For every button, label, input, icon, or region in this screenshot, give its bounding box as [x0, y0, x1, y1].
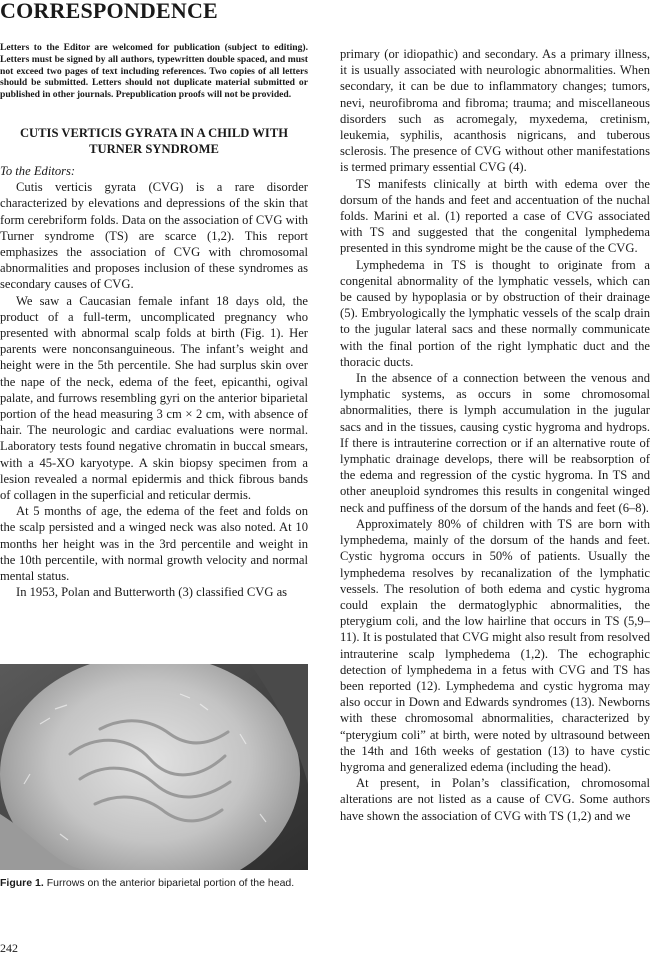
- body-paragraph: Cutis verticis gyrata (CVG) is a rare disorder characterized by elevations and depressions of the skin that form cerebriform folds. Data on the association of CVG with Turner syndrome (TS) are scarce (1,2). This report emphasizes the association of CVG with chromosomal abnormalities and proposes inclusion of these syndromes as secondary causes of CVG.: [0, 180, 308, 292]
- section-heading: CORRESPONDENCE: [0, 0, 218, 23]
- body-paragraph: We saw a Caucasian female infant 18 days old, the product of a full-term, uncomplicated pregnancy who presented with abnormal scalp folds at birth (Fig. 1). Her parents were nonconsanguineous. The infant’s weight and height were in the 5th percentile. She had surplus skin over the nape of the neck, edema of the feet, epicanthi, ogival palate, and furrows resembling gyri on the anterior biparietal portion of the head measuring 3 cm × 2 cm, with absence of hair. The neurologic and cardiac evaluations were normal. Laboratory tests found negative chromatin in buccal smears, with a 45-XO karyotype. A skin biopsy specimen from a lesion revealed a normal epidermis and thick fibrous bands of collagen in the superficial and reticular dermis.: [0, 293, 308, 503]
- body-paragraph: TS manifests clinically at birth with edema over the dorsum of the hands and feet and accentuation of the nuchal folds. Marini et al. (1) reported a case of CVG associated with TS and suggested that the congenital lymphedema presented in this syndrome might be the cause of the CVG.: [340, 176, 650, 256]
- editor-notice: Letters to the Editor are welcomed for publication (subject to editing). Letters must be signed by all authors, typewritten double spaced, and must not exceed two pages of text including references. Two copies of all letters should be submitted. Letters should not duplicate material submitted or published in other journals. Prepublication proofs will not be provided.: [0, 42, 308, 101]
- article-title: CUTIS VERTICIS GYRATA IN A CHILD WITH TURNER SYNDROME: [19, 125, 289, 156]
- figure-caption: [0, 877, 308, 889]
- body-paragraph: At present, in Polan’s classification, chromosomal alterations are not listed as a cause of CVG. Some authors have shown the association of CVG with TS (1,2) and we: [340, 776, 650, 823]
- body-paragraph: In the absence of a connection between the venous and lymphatic systems, as occurs in some chromosomal abnormalities, there is lymph accumulation in the jugular sacs and in the tissues, causing cystic hygroma and hydrops. If there is intrauterine correction or if an alternative route of lymphatic drainage develops, there will be reabsorption of the edema and regression of the cystic hygroma. In TS and other aneuploid syndromes this results in congenital winged neck and puffiness of the dorsum of the hands and feet (6–8).: [340, 371, 650, 515]
- salutation: To the Editors:: [0, 163, 76, 178]
- body-paragraph: At 5 months of age, the edema of the feet and folds on the scalp persisted and a winged neck was also noted. At 10 months her height was in the 3rd percentile and weight in the 10th percentile, with normal growth velocity and normal mental status.: [0, 504, 308, 584]
- scalp-photo-illustration: [0, 664, 308, 870]
- body-paragraph: Lymphedema in TS is thought to originate from a congenital abnormality of the lymphatic vessels, which can be caused by hypoplasia or by obstruction of their drainage (5). Embryologically the lymphatic vessels of the scalp drain to the jugular lateral sacs and these normally communicate with the final portion of the right lymphatic duct and the thoracic ducts.: [340, 257, 650, 369]
- body-paragraph: In 1953, Polan and Butterworth (3) classified CVG as: [16, 585, 288, 600]
- body-paragraph: Approximately 80% of children with TS are born with lymphedema, mainly of the dorsum of the hands and feet. Cystic hygroma occurs in 50% of patients. Usually the lymphedema resolves by recanalization of the lymphatic vessels. The resolution of both edema and cystic hygroma could explain the dermatoglyphic abnormalities, the pterygium coli, and the low hairline that occurs in TS (5,9–11). It is postulated that CVG might also result from resolved intrauterine scalp lymphedema (1,2). The echographic detection of lymphedema in a fetus with CVG and TS has been reported (12). Lymphedema and cystic hygroma may also occur in Down and Edwards syndromes (13). Newborns with these chromosomal abnormalities, characterized by “pterygium coli” at birth, were noted by ultrasound between the 14th and 16th weeks of gestation (13) to have cystic hygroma and generalized edema (including the head).: [340, 516, 650, 774]
- figure-label: Figure 1.: [0, 877, 44, 889]
- left-column: [0, 42, 308, 600]
- figure-caption-text: Furrows on the anterior biparietal portion of the head.: [46, 877, 295, 889]
- body-paragraph-continued: primary (or idiopathic) and secondary. As a primary illness, it is usually associated with neurologic abnormalities. When secondary, it can be due to inflammatory changes; tumors, nevi, neurofibroma and fibroma; trauma; and miscellaneous disorders such as acromegaly, myxedema, cretinism, leukemia, syphilis, acanthosis nigricans, and tuberous sclerosis. The presence of CVG without other manifestations is termed primary essential CVG (4).: [340, 47, 650, 175]
- figure-photo: [0, 664, 308, 870]
- right-column: [340, 46, 650, 824]
- page-number: 242: [0, 941, 18, 955]
